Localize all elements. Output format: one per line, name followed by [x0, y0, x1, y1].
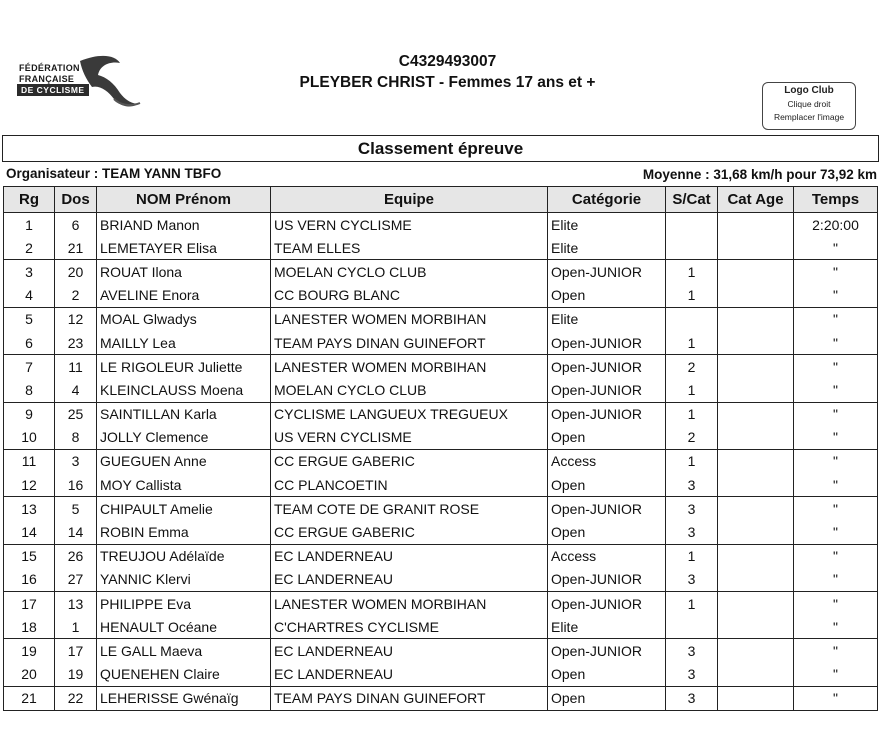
logo-club-hint-2: Remplacer l'image [773, 112, 845, 122]
cell-equipe: US VERN CYCLISME [271, 426, 548, 450]
cell-rg: 13 [4, 497, 55, 521]
cell-nom: JOLLY Clemence [97, 426, 271, 450]
table-row [4, 355, 878, 379]
cell-scat: 1 [666, 592, 718, 616]
cell-catage [718, 497, 794, 521]
logo-text-line2: FRANÇAISE [19, 74, 75, 84]
cell-dos: 21 [55, 236, 97, 260]
cell-rg: 8 [4, 378, 55, 402]
cell-equipe: CC BOURG BLANC [271, 284, 548, 308]
cell-catage [718, 307, 794, 331]
cell-rg: 7 [4, 355, 55, 379]
cell-categorie: Open-JUNIOR [548, 592, 666, 616]
cell-dos: 13 [55, 592, 97, 616]
cell-catage [718, 663, 794, 687]
cell-scat: 1 [666, 449, 718, 473]
table-row [4, 307, 878, 331]
cell-nom: MAILLY Lea [97, 331, 271, 355]
cell-equipe: EC LANDERNEAU [271, 544, 548, 568]
cell-temps: " [794, 497, 878, 521]
table-row [4, 284, 878, 308]
cell-categorie: Access [548, 544, 666, 568]
organisateur-label: Organisateur : TEAM YANN TBFO [6, 166, 222, 181]
cell-equipe: MOELAN CYCLO CLUB [271, 378, 548, 402]
cell-scat: 2 [666, 355, 718, 379]
table-header-row [4, 187, 878, 213]
cell-categorie: Open-JUNIOR [548, 260, 666, 284]
cell-rg: 14 [4, 520, 55, 544]
cell-categorie: Open-JUNIOR [548, 639, 666, 663]
cell-catage [718, 260, 794, 284]
cell-catage [718, 426, 794, 450]
table-row [4, 663, 878, 687]
cell-dos: 25 [55, 402, 97, 426]
cell-nom: ROUAT Ilona [97, 260, 271, 284]
cell-equipe: EC LANDERNEAU [271, 568, 548, 592]
cell-scat: 1 [666, 260, 718, 284]
cell-nom: AVELINE Enora [97, 284, 271, 308]
cell-temps: " [794, 639, 878, 663]
cell-dos: 6 [55, 213, 97, 237]
cell-dos: 11 [55, 355, 97, 379]
cell-catage [718, 236, 794, 260]
cell-temps: " [794, 307, 878, 331]
cell-dos: 20 [55, 260, 97, 284]
table-row [4, 402, 878, 426]
cell-scat: 3 [666, 497, 718, 521]
cell-nom: BRIAND Manon [97, 213, 271, 237]
cell-scat: 3 [666, 686, 718, 710]
cell-dos: 5 [55, 497, 97, 521]
cell-categorie: Elite [548, 236, 666, 260]
cell-temps: " [794, 568, 878, 592]
cell-rg: 15 [4, 544, 55, 568]
cell-nom: LE RIGOLEUR Juliette [97, 355, 271, 379]
cell-temps: " [794, 236, 878, 260]
cell-rg: 3 [4, 260, 55, 284]
cell-dos: 12 [55, 307, 97, 331]
cell-catage [718, 592, 794, 616]
cell-rg: 10 [4, 426, 55, 450]
cell-categorie: Elite [548, 615, 666, 639]
cell-rg: 16 [4, 568, 55, 592]
cell-dos: 27 [55, 568, 97, 592]
cell-dos: 4 [55, 378, 97, 402]
col-header-dos: Dos [55, 187, 97, 213]
cell-catage [718, 615, 794, 639]
classement-banner: Classement épreuve [2, 135, 879, 162]
cell-scat: 3 [666, 520, 718, 544]
cell-temps: " [794, 473, 878, 497]
cell-equipe: TEAM ELLES [271, 236, 548, 260]
cell-equipe: CC ERGUE GABERIC [271, 520, 548, 544]
cell-rg: 20 [4, 663, 55, 687]
cell-temps: " [794, 378, 878, 402]
cell-scat [666, 307, 718, 331]
cell-rg: 1 [4, 213, 55, 237]
cell-scat [666, 615, 718, 639]
cell-dos: 23 [55, 331, 97, 355]
cell-catage [718, 449, 794, 473]
cell-catage [718, 639, 794, 663]
race-title: PLEYBER CHRIST - Femmes 17 ans et + [299, 74, 596, 91]
cell-dos: 8 [55, 426, 97, 450]
cell-categorie: Open [548, 284, 666, 308]
cell-nom: HENAULT Océane [97, 615, 271, 639]
cell-dos: 3 [55, 449, 97, 473]
cell-categorie: Open [548, 426, 666, 450]
cell-categorie: Elite [548, 307, 666, 331]
cell-scat: 1 [666, 544, 718, 568]
moyenne-label: Moyenne : 31,68 km/h pour 73,92 km [642, 167, 877, 182]
cell-temps: " [794, 426, 878, 450]
table-row [4, 520, 878, 544]
cell-nom: GUEGUEN Anne [97, 449, 271, 473]
cell-nom: SAINTILLAN Karla [97, 402, 271, 426]
col-header-equipe: Equipe [271, 187, 548, 213]
table-row [4, 378, 878, 402]
cell-nom: LEMETAYER Elisa [97, 236, 271, 260]
table-row [4, 449, 878, 473]
cell-scat: 3 [666, 639, 718, 663]
cell-scat: 2 [666, 426, 718, 450]
cell-categorie: Open-JUNIOR [548, 355, 666, 379]
results-table [3, 186, 878, 711]
cell-equipe: TEAM COTE DE GRANIT ROSE [271, 497, 548, 521]
cell-catage [718, 473, 794, 497]
cell-dos: 19 [55, 663, 97, 687]
table-row [4, 331, 878, 355]
cell-nom: MOY Callista [97, 473, 271, 497]
cell-equipe: CC PLANCOETIN [271, 473, 548, 497]
cell-nom: KLEINCLAUSS Moena [97, 378, 271, 402]
cell-dos: 14 [55, 520, 97, 544]
cell-rg: 17 [4, 592, 55, 616]
cell-dos: 2 [55, 284, 97, 308]
cell-dos: 17 [55, 639, 97, 663]
cell-catage [718, 284, 794, 308]
cell-equipe: CC ERGUE GABERIC [271, 449, 548, 473]
logo-club-hint: Clique droit [787, 99, 831, 109]
cell-temps: " [794, 402, 878, 426]
cell-equipe: TEAM PAYS DINAN GUINEFORT [271, 331, 548, 355]
cell-catage [718, 520, 794, 544]
cell-temps: " [794, 615, 878, 639]
table-row [4, 213, 878, 237]
logo-club-placeholder[interactable] [762, 82, 856, 130]
table-row [4, 639, 878, 663]
cell-equipe: LANESTER WOMEN MORBIHAN [271, 355, 548, 379]
table-row [4, 426, 878, 450]
cell-categorie: Open-JUNIOR [548, 497, 666, 521]
table-row [4, 544, 878, 568]
logo-text-line1: FÉDÉRATION [19, 63, 80, 73]
logo-club-title: Logo Club [784, 85, 834, 96]
cell-rg: 4 [4, 284, 55, 308]
cell-scat [666, 213, 718, 237]
cell-equipe: US VERN CYCLISME [271, 213, 548, 237]
table-row [4, 260, 878, 284]
cell-equipe: MOELAN CYCLO CLUB [271, 260, 548, 284]
cell-dos: 22 [55, 686, 97, 710]
cell-temps: " [794, 331, 878, 355]
cell-rg: 2 [4, 236, 55, 260]
cell-rg: 18 [4, 615, 55, 639]
cell-equipe: C'CHARTRES CYCLISME [271, 615, 548, 639]
cell-rg: 9 [4, 402, 55, 426]
col-header-temps: Temps [794, 187, 878, 213]
cell-equipe: LANESTER WOMEN MORBIHAN [271, 307, 548, 331]
cell-temps: " [794, 355, 878, 379]
table-row [4, 568, 878, 592]
results-body [4, 213, 878, 711]
cell-categorie: Open [548, 473, 666, 497]
cell-scat: 1 [666, 402, 718, 426]
race-code: C4329493007 [398, 53, 497, 70]
cell-catage [718, 213, 794, 237]
cell-scat: 1 [666, 284, 718, 308]
cell-nom: YANNIC Klervi [97, 568, 271, 592]
cell-temps: " [794, 544, 878, 568]
cell-catage [718, 568, 794, 592]
cell-temps: " [794, 449, 878, 473]
table-row [4, 615, 878, 639]
cell-dos: 1 [55, 615, 97, 639]
cell-rg: 5 [4, 307, 55, 331]
cell-temps: " [794, 284, 878, 308]
cell-categorie: Open [548, 663, 666, 687]
table-row [4, 497, 878, 521]
cell-equipe: TEAM PAYS DINAN GUINEFORT [271, 686, 548, 710]
col-header-rg: Rg [4, 187, 55, 213]
cell-temps: " [794, 686, 878, 710]
cell-categorie: Open [548, 686, 666, 710]
cell-nom: TREUJOU Adélaïde [97, 544, 271, 568]
cell-categorie: Open [548, 520, 666, 544]
cell-nom: QUENEHEN Claire [97, 663, 271, 687]
cell-catage [718, 402, 794, 426]
cell-rg: 19 [4, 639, 55, 663]
cell-categorie: Open-JUNIOR [548, 331, 666, 355]
table-row [4, 236, 878, 260]
col-header-catage: Cat Age [718, 187, 794, 213]
cell-catage [718, 331, 794, 355]
cell-rg: 21 [4, 686, 55, 710]
cell-equipe: EC LANDERNEAU [271, 639, 548, 663]
cell-rg: 6 [4, 331, 55, 355]
table-row [4, 686, 878, 710]
cell-rg: 12 [4, 473, 55, 497]
col-header-nom: NOM Prénom [97, 187, 271, 213]
cell-scat: 1 [666, 331, 718, 355]
table-row [4, 473, 878, 497]
cell-temps: " [794, 260, 878, 284]
cell-categorie: Open-JUNIOR [548, 378, 666, 402]
cell-categorie: Open-JUNIOR [548, 568, 666, 592]
cell-scat: 3 [666, 663, 718, 687]
cell-nom: CHIPAULT Amelie [97, 497, 271, 521]
cell-dos: 26 [55, 544, 97, 568]
cell-temps: " [794, 520, 878, 544]
cell-temps: " [794, 663, 878, 687]
cell-equipe: LANESTER WOMEN MORBIHAN [271, 592, 548, 616]
cell-equipe: CYCLISME LANGUEUX TREGUEUX [271, 402, 548, 426]
col-header-scat: S/Cat [666, 187, 718, 213]
col-header-categorie: Catégorie [548, 187, 666, 213]
cell-scat [666, 236, 718, 260]
cell-nom: LEHERISSE Gwénaïg [97, 686, 271, 710]
cell-catage [718, 544, 794, 568]
cell-nom: MOAL Glwadys [97, 307, 271, 331]
cell-categorie: Elite [548, 213, 666, 237]
cell-categorie: Access [548, 449, 666, 473]
cell-nom: PHILIPPE Eva [97, 592, 271, 616]
cell-temps: " [794, 592, 878, 616]
cell-categorie: Open-JUNIOR [548, 402, 666, 426]
table-row [4, 592, 878, 616]
cell-catage [718, 355, 794, 379]
cell-nom: ROBIN Emma [97, 520, 271, 544]
cell-equipe: EC LANDERNEAU [271, 663, 548, 687]
cell-temps: 2:20:00 [794, 213, 878, 237]
cell-catage [718, 378, 794, 402]
cell-catage [718, 686, 794, 710]
logo-text-line3: DE CYCLISME [17, 84, 89, 96]
cell-scat: 3 [666, 568, 718, 592]
cell-scat: 3 [666, 473, 718, 497]
cell-dos: 16 [55, 473, 97, 497]
cell-nom: LE GALL Maeva [97, 639, 271, 663]
cell-scat: 1 [666, 378, 718, 402]
cell-rg: 11 [4, 449, 55, 473]
